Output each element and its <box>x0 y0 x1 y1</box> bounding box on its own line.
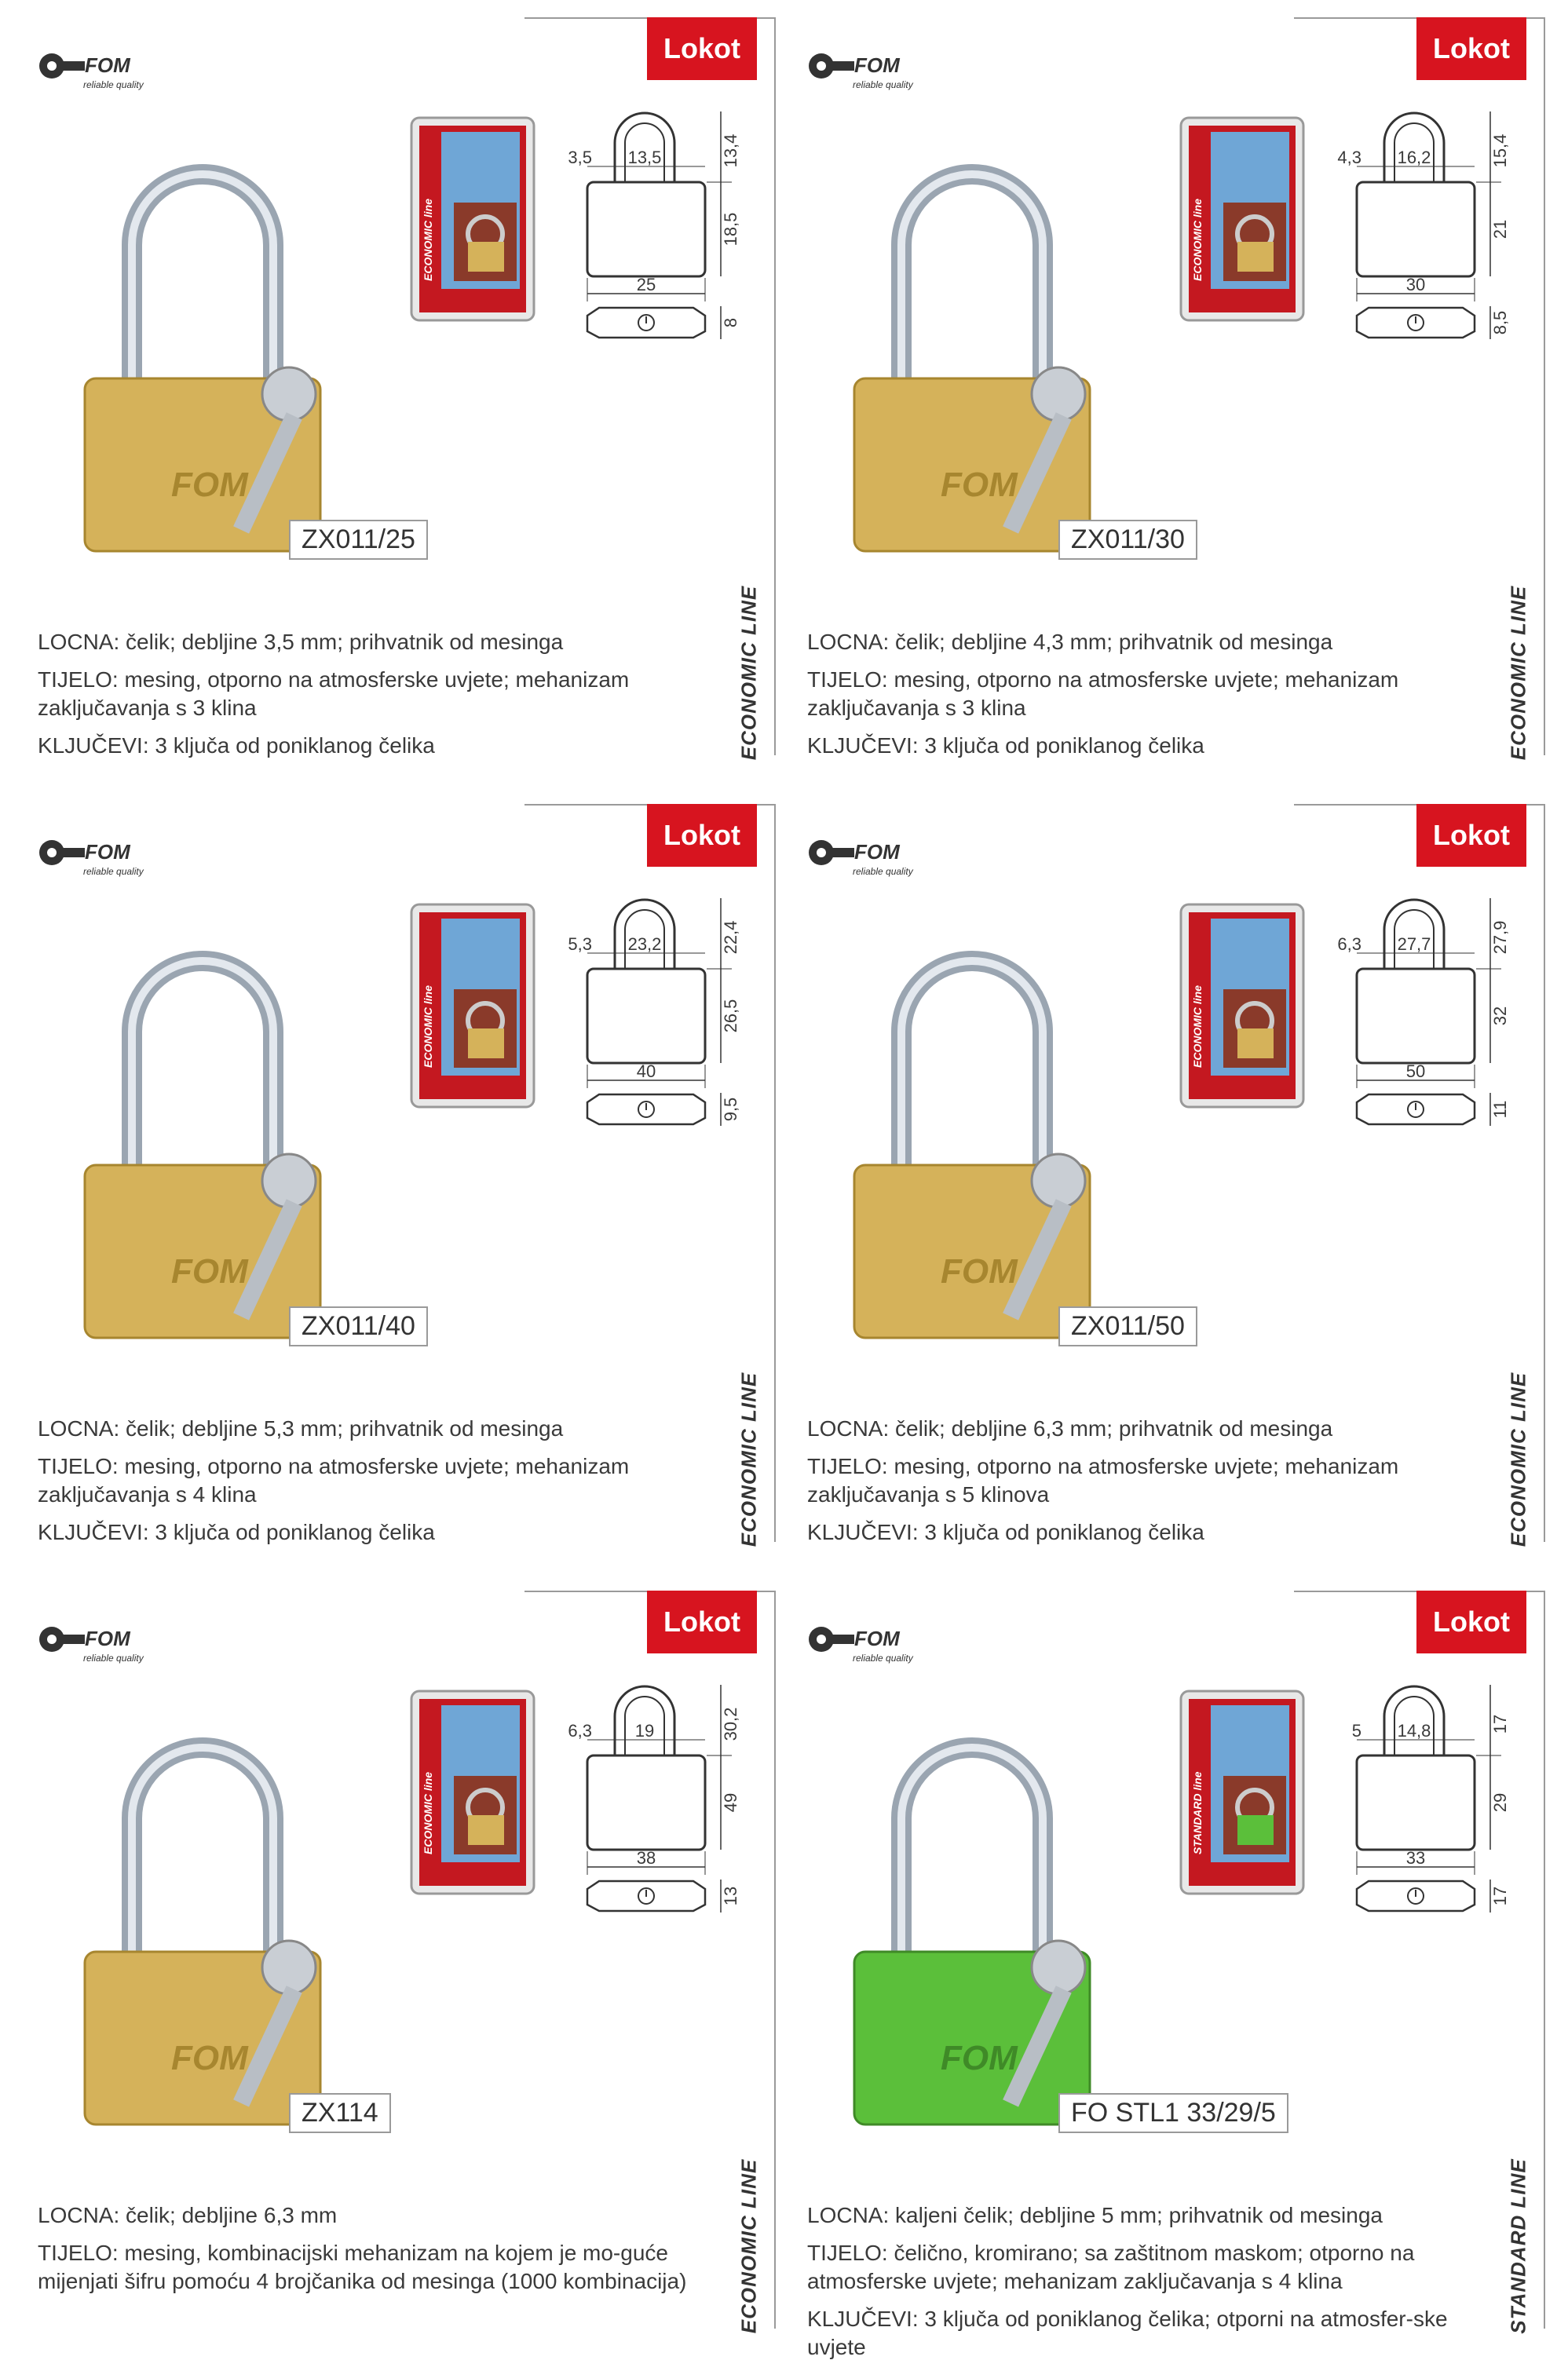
product-description <box>807 628 1482 769</box>
category-badge: Lokot <box>1416 1591 1526 1653</box>
blister-pack-image <box>1179 1690 1305 1895</box>
svg-text:reliable quality: reliable quality <box>853 79 913 90</box>
spec-line: KLJUČEVI: 3 ključa od poniklanog čelika; otporni na atmosfer-ske uvjete <box>807 2307 1448 2359</box>
svg-text:reliable quality: reliable quality <box>83 1653 144 1664</box>
product-panel <box>807 17 1545 761</box>
svg-text:9,5: 9,5 <box>721 1097 740 1122</box>
dimension-diagram <box>1333 1669 1514 1928</box>
category-badge: Lokot <box>1416 804 1526 867</box>
svg-text:30,2: 30,2 <box>721 1707 740 1741</box>
spec-line: KLJUČEVI: 3 ključa od poniklanog čelika <box>38 733 435 758</box>
divider <box>774 804 776 1542</box>
product-description <box>807 1415 1482 1556</box>
svg-text:15,4: 15,4 <box>1490 133 1510 168</box>
svg-text:4,3: 4,3 <box>1337 148 1361 167</box>
svg-text:40: 40 <box>636 1061 656 1081</box>
dimension-diagram <box>564 1669 744 1928</box>
svg-text:FOM: FOM <box>854 53 900 77</box>
product-line-label: STANDARD LINE <box>1506 2158 1530 2334</box>
brand-logo <box>38 35 163 97</box>
svg-text:5,3: 5,3 <box>568 934 592 954</box>
spec-line: TIJELO: čelično, kromirano; sa zaštitnom maskom; otporno na atmosferske uvjete; mehanizam zaključavanja s 4 klina <box>807 2241 1415 2293</box>
svg-text:FOM: FOM <box>941 466 1018 504</box>
divider <box>774 1591 776 2329</box>
svg-text:27,7: 27,7 <box>1397 934 1431 954</box>
brand-logo <box>807 821 933 884</box>
svg-text:16,2: 16,2 <box>1397 148 1431 167</box>
svg-text:ECONOMIC line: ECONOMIC line <box>422 198 434 281</box>
svg-text:6,3: 6,3 <box>568 1721 592 1741</box>
product-description <box>38 1415 713 1556</box>
spec-line: LOCNA: čelik; debljine 6,3 mm; prihvatnik od mesinga <box>807 1416 1333 1441</box>
product-line-label: ECONOMIC LINE <box>1506 585 1530 761</box>
svg-text:17: 17 <box>1490 1886 1510 1906</box>
svg-text:ECONOMIC line: ECONOMIC line <box>422 985 434 1068</box>
blister-pack-image <box>1179 903 1305 1109</box>
dimension-diagram <box>564 96 744 355</box>
svg-text:5: 5 <box>1351 1721 1361 1741</box>
blister-pack-image <box>410 903 535 1109</box>
brand-logo <box>807 35 933 97</box>
svg-text:11: 11 <box>1490 1100 1510 1119</box>
category-badge: Lokot <box>647 17 757 80</box>
spec-line: LOCNA: čelik; debljine 5,3 mm; prihvatnik od mesinga <box>38 1416 564 1441</box>
svg-text:23,2: 23,2 <box>627 934 662 954</box>
svg-text:38: 38 <box>636 1848 656 1868</box>
dimension-diagram <box>1333 882 1514 1142</box>
product-panel <box>807 804 1545 1547</box>
spec-line: LOCNA: čelik; debljine 6,3 mm <box>38 2203 338 2227</box>
svg-text:29: 29 <box>1490 1792 1510 1813</box>
product-line-label: ECONOMIC LINE <box>1506 1372 1530 1547</box>
product-line-label: ECONOMIC LINE <box>736 1372 761 1547</box>
svg-text:30: 30 <box>1405 275 1426 294</box>
blister-pack-image <box>410 116 535 322</box>
svg-text:6,3: 6,3 <box>1337 934 1361 954</box>
svg-text:FOM: FOM <box>171 466 248 504</box>
pack-lock <box>1237 1028 1274 1058</box>
svg-text:FOM: FOM <box>941 1252 1018 1291</box>
dimension-diagram <box>1333 96 1514 355</box>
product-panel <box>807 1591 1545 2359</box>
pack-lock <box>468 1028 504 1058</box>
product-code: ZX114 <box>289 2093 391 2133</box>
category-badge: Lokot <box>647 804 757 867</box>
product-description <box>38 628 713 769</box>
svg-text:25: 25 <box>636 275 656 294</box>
spec-line: TIJELO: mesing, kombinacijski mehanizam na kojem je mo-guće mijenjati šifru pomoću 4 brojčanika od mesinga (1000 kombinacija) <box>38 2241 687 2293</box>
dimension-diagram <box>564 882 744 1142</box>
spec-line: KLJUČEVI: 3 ključa od poniklanog čelika <box>807 1520 1204 1544</box>
svg-text:14,8: 14,8 <box>1397 1721 1431 1741</box>
svg-text:FOM: FOM <box>854 1627 900 1650</box>
blister-pack-image <box>410 1690 535 1895</box>
svg-text:reliable quality: reliable quality <box>83 79 144 90</box>
product-code: ZX011/30 <box>1058 520 1197 560</box>
svg-text:19: 19 <box>634 1721 655 1741</box>
svg-text:reliable quality: reliable quality <box>853 1653 913 1664</box>
svg-text:18,5: 18,5 <box>721 212 740 247</box>
svg-text:17: 17 <box>1490 1714 1510 1734</box>
spec-line: KLJUČEVI: 3 ključa od poniklanog čelika <box>38 1520 435 1544</box>
svg-text:8,5: 8,5 <box>1490 310 1510 335</box>
svg-text:13: 13 <box>721 1886 740 1906</box>
product-code: ZX011/50 <box>1058 1306 1197 1346</box>
product-code: ZX011/40 <box>289 1306 428 1346</box>
blister-pack-image <box>1179 116 1305 322</box>
divider <box>1544 1591 1545 2329</box>
svg-text:27,9: 27,9 <box>1490 920 1510 955</box>
divider <box>1544 17 1545 755</box>
divider <box>774 17 776 755</box>
svg-text:FOM: FOM <box>941 2039 1018 2077</box>
svg-text:FOM: FOM <box>854 840 900 864</box>
svg-text:8: 8 <box>721 317 740 328</box>
product-code: FO STL1 33/29/5 <box>1058 2093 1288 2133</box>
spec-line: TIJELO: mesing, otporno na atmosferske uvjete; mehanizam zaključavanja s 3 klina <box>807 667 1399 720</box>
product-code: ZX011/25 <box>289 520 428 560</box>
svg-text:reliable quality: reliable quality <box>83 866 144 877</box>
svg-text:FOM: FOM <box>85 1627 130 1650</box>
pack-lock <box>468 1815 504 1845</box>
svg-text:FOM: FOM <box>85 840 130 864</box>
svg-text:ECONOMIC line: ECONOMIC line <box>422 1771 434 1854</box>
spec-line: LOCNA: čelik; debljine 3,5 mm; prihvatnik od mesinga <box>38 630 564 654</box>
product-panel <box>38 804 776 1547</box>
spec-line: TIJELO: mesing, otporno na atmosferske uvjete; mehanizam zaključavanja s 4 klina <box>38 1454 630 1507</box>
svg-text:FOM: FOM <box>171 2039 248 2077</box>
svg-text:33: 33 <box>1405 1848 1426 1868</box>
spec-line: KLJUČEVI: 3 ključa od poniklanog čelika <box>807 733 1204 758</box>
spec-line: TIJELO: mesing, otporno na atmosferske uvjete; mehanizam zaključavanja s 5 klinova <box>807 1454 1399 1507</box>
svg-text:50: 50 <box>1405 1061 1426 1081</box>
svg-text:FOM: FOM <box>85 53 130 77</box>
spec-line: LOCNA: kaljeni čelik; debljine 5 mm; prihvatnik od mesinga <box>807 2203 1383 2227</box>
pack-lock <box>1237 242 1274 272</box>
svg-text:49: 49 <box>721 1792 740 1813</box>
svg-text:ECONOMIC line: ECONOMIC line <box>1191 198 1204 281</box>
category-badge: Lokot <box>647 1591 757 1653</box>
pack-lock <box>468 242 504 272</box>
brand-logo <box>807 1608 933 1671</box>
product-description <box>38 2201 713 2305</box>
brand-logo <box>38 1608 163 1671</box>
svg-text:ECONOMIC line: ECONOMIC line <box>1191 985 1204 1068</box>
svg-text:13,5: 13,5 <box>627 148 662 167</box>
product-panel <box>38 1591 776 2334</box>
svg-text:22,4: 22,4 <box>721 920 740 955</box>
pack-lock <box>1237 1815 1274 1845</box>
svg-text:3,5: 3,5 <box>568 148 592 167</box>
svg-text:reliable quality: reliable quality <box>853 866 913 877</box>
product-panel <box>38 17 776 761</box>
svg-text:13,4: 13,4 <box>721 133 740 168</box>
spec-line: LOCNA: čelik; debljine 4,3 mm; prihvatnik od mesinga <box>807 630 1333 654</box>
svg-text:26,5: 26,5 <box>721 999 740 1033</box>
divider <box>1544 804 1545 1542</box>
category-badge: Lokot <box>1416 17 1526 80</box>
svg-text:21: 21 <box>1490 219 1510 239</box>
svg-text:32: 32 <box>1490 1006 1510 1026</box>
svg-text:FOM: FOM <box>171 1252 248 1291</box>
product-line-label: ECONOMIC LINE <box>736 2158 761 2334</box>
product-line-label: ECONOMIC LINE <box>736 585 761 761</box>
product-description <box>807 2201 1482 2371</box>
spec-line: TIJELO: mesing, otporno na atmosferske uvjete; mehanizam zaključavanja s 3 klina <box>38 667 630 720</box>
brand-logo <box>38 821 163 884</box>
svg-text:STANDARD line: STANDARD line <box>1191 1771 1204 1854</box>
